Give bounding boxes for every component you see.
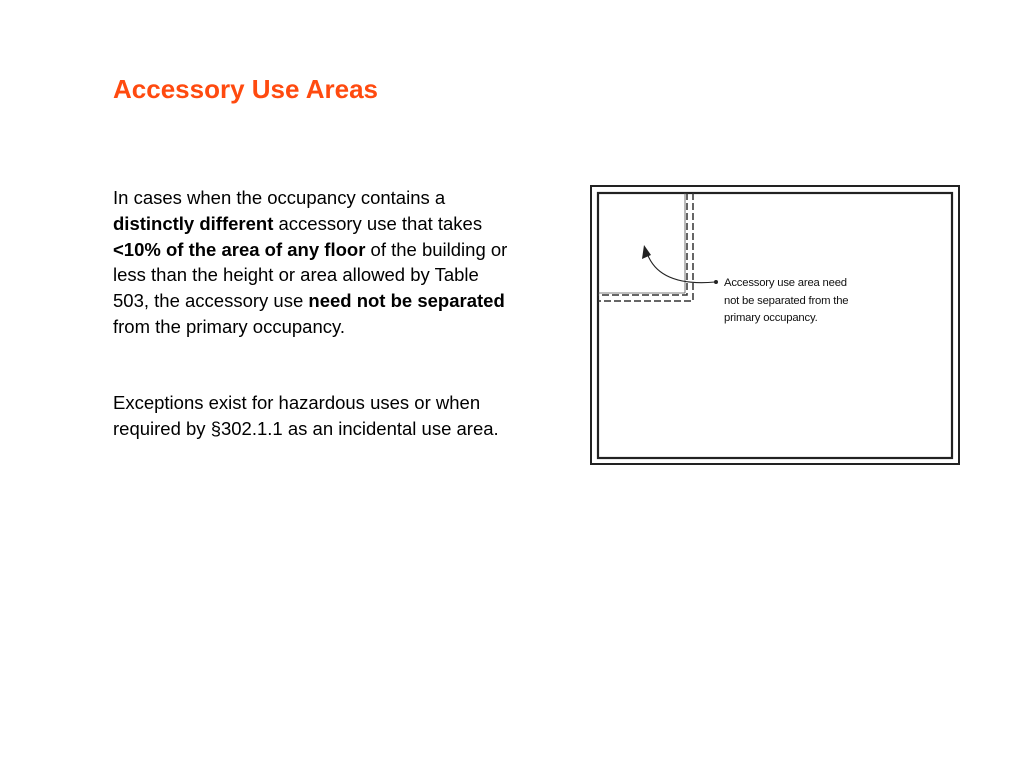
- callout-line: primary occupancy.: [724, 312, 818, 324]
- paragraph-line: less than the height or area allowed by Table: [113, 264, 479, 286]
- paragraph-line: from the primary occupancy.: [113, 315, 346, 337]
- paragraph-line: In cases when the occupancy contains a: [113, 187, 446, 208]
- accessory-boundary-inner: [598, 193, 693, 301]
- paragraph-line: distinctly different accessory use that takes: [113, 212, 483, 234]
- emphasis-distinctly-different: distinctly different: [113, 212, 274, 234]
- paragraph-line: 503, the accessory use need not be separated: [113, 290, 505, 312]
- paragraph-line: Exceptions exist for hazardous uses or when: [113, 392, 481, 413]
- paragraph-line: required by §302.1.1 as an incidental use area.: [113, 417, 499, 439]
- accessory-boundary-outer: [598, 193, 687, 295]
- paragraph-accessory-use: [113, 185, 568, 340]
- arrow-head-icon: [642, 245, 651, 259]
- callout-line: Accessory use area need: [724, 277, 847, 289]
- slide-title: Accessory Use Areas: [113, 74, 378, 104]
- paragraph-line: <10% of the area of any floor of the building or: [113, 238, 508, 260]
- callout-line: not be separated from the: [724, 294, 849, 307]
- diagram-callout: [724, 275, 848, 328]
- emphasis-area-threshold: <10% of the area of any floor: [113, 238, 366, 260]
- paragraph-exceptions: [113, 390, 573, 442]
- leader-line: [647, 253, 715, 283]
- emphasis-need-not-be-separated: need not be separated: [308, 290, 505, 312]
- leader-dot: [714, 280, 718, 284]
